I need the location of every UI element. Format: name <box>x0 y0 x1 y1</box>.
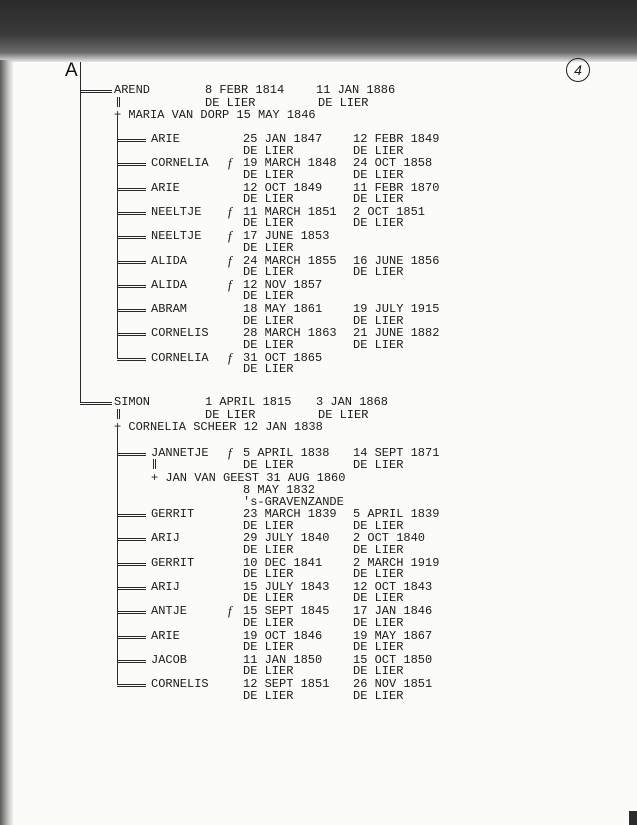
child-death: 24 OCT 1858 <box>353 156 433 171</box>
child-death-place: DE LIER <box>353 688 404 703</box>
child-birth: 5 APRIL 1838 <box>243 446 330 460</box>
child-death: 17 JAN 1846 <box>353 604 433 619</box>
child-branch-connector <box>117 212 146 215</box>
child-death: 14 SEPT 1871 <box>353 446 440 460</box>
child-birth-place: DE LIER <box>243 216 294 231</box>
child-name: ALIDA <box>151 277 188 292</box>
family-branch-connector <box>80 90 112 93</box>
female-marker: f <box>228 228 232 244</box>
child-birth: 17 JUNE 1853 <box>243 229 330 244</box>
child-name: GERRIT <box>151 555 195 570</box>
child-branch-connector <box>117 611 146 614</box>
parent-birth: 1 APRIL 1815 <box>205 395 292 409</box>
child-branch-connector <box>117 261 146 264</box>
female-marker: f <box>228 155 232 171</box>
child-name: ARIE <box>151 180 180 195</box>
child-death: 2 MARCH 1919 <box>353 555 440 570</box>
child-birth-place: DE LIER <box>243 240 294 255</box>
child-branch-connector <box>117 163 146 166</box>
child-birth-place: DE LIER <box>243 688 294 703</box>
child-branch-connector <box>117 684 146 687</box>
child-death-place: DE LIER <box>353 167 404 182</box>
child-birth: 10 DEC 1841 <box>243 555 323 570</box>
child-birth: 12 OCT 1849 <box>243 180 323 195</box>
child-birth-place: DE LIER <box>243 640 294 654</box>
parent-birth-place: DE LIER <box>205 96 256 110</box>
child-birth-place: DE LIER <box>243 664 294 679</box>
child-name: ANTJE <box>151 604 188 619</box>
child-birth-place: DE LIER <box>243 567 294 582</box>
spouse-marker-line <box>117 97 120 107</box>
child-death: 2 OCT 1851 <box>353 204 426 219</box>
child-branch-connector <box>117 563 146 566</box>
child-birth-place: DE LIER <box>243 289 294 304</box>
child-birth-place: DE LIER <box>243 591 294 606</box>
parent-birth-place: DE LIER <box>205 408 256 422</box>
page-number: 4 <box>566 58 590 82</box>
child-name: ARIJ <box>151 531 180 546</box>
child-name: CORNELIS <box>151 326 209 341</box>
child-spouse-marker-line <box>153 459 156 469</box>
child-death-place: DE LIER <box>353 265 404 279</box>
child-death-place: DE LIER <box>353 216 404 231</box>
child-branch-connector <box>117 636 146 639</box>
child-death: 19 JULY 1915 <box>353 302 440 317</box>
child-death: 5 APRIL 1839 <box>353 507 440 521</box>
child-birth: 15 JULY 1843 <box>243 579 330 594</box>
parent-name: AREND <box>114 83 151 97</box>
child-death-place: DE LIER <box>353 192 404 207</box>
child-birth: 23 MARCH 1839 <box>243 507 337 521</box>
child-spouse-line: + JAN VAN GEEST 31 AUG 1860 <box>151 471 346 485</box>
child-birth: 18 MAY 1861 <box>243 302 323 317</box>
child-name: ABRAM <box>151 302 188 317</box>
child-name: ALIDA <box>151 253 188 268</box>
female-marker: f <box>228 445 232 460</box>
page-letter: A <box>65 60 78 81</box>
child-branch-connector <box>117 333 146 336</box>
female-marker: f <box>228 349 232 365</box>
child-birth: 11 MARCH 1851 <box>243 204 337 219</box>
child-branch-connector <box>117 188 146 191</box>
family-branch-connector <box>80 402 112 405</box>
child-death: 26 NOV 1851 <box>353 677 433 692</box>
child-birth-place: DE LIER <box>243 143 294 158</box>
child-spouse-birth-place: 's-GRAVENZANDE <box>243 495 344 509</box>
child-birth-place: DE LIER <box>243 192 294 207</box>
child-name: ARIE <box>151 628 180 643</box>
child-name: CORNELIA <box>151 156 209 171</box>
scan-mark-corner <box>629 811 637 825</box>
child-branch-connector <box>117 453 146 456</box>
child-death: 16 JUNE 1856 <box>353 253 440 268</box>
child-birth: 29 JULY 1840 <box>243 531 330 546</box>
child-birth-place: DE LIER <box>243 457 294 472</box>
child-death-place: DE LIER <box>353 664 404 679</box>
child-name: ARIE <box>151 132 180 146</box>
child-death-place: DE LIER <box>353 313 404 328</box>
child-birth: 15 SEPT 1845 <box>243 604 330 619</box>
parent-birth: 8 FEBR 1814 <box>205 83 285 97</box>
child-death: 21 JUNE 1882 <box>353 326 440 341</box>
child-death: 12 OCT 1843 <box>353 579 433 594</box>
child-birth: 31 OCT 1865 <box>243 350 323 365</box>
child-death: 15 OCT 1850 <box>353 652 433 667</box>
child-death-place: DE LIER <box>353 591 404 606</box>
parent-name: SIMON <box>114 395 151 409</box>
child-branch-connector <box>117 587 146 590</box>
child-death-place: DE LIER <box>353 143 404 158</box>
child-birth: 19 OCT 1846 <box>243 628 323 643</box>
child-branch-connector <box>117 139 146 142</box>
child-branch-connector <box>117 358 146 361</box>
child-name: JANNETJE <box>151 446 209 460</box>
child-birth-place: DE LIER <box>243 313 294 328</box>
child-birth: 25 JAN 1847 <box>243 132 323 146</box>
child-birth-place: DE LIER <box>243 615 294 630</box>
child-name: NEELTJE <box>151 229 202 244</box>
root-connector-line <box>80 62 81 402</box>
child-birth: 12 SEPT 1851 <box>243 677 330 692</box>
child-birth: 24 MARCH 1855 <box>243 253 337 268</box>
child-birth: 19 MARCH 1848 <box>243 156 337 171</box>
female-marker: f <box>228 603 232 619</box>
child-branch-connector <box>117 236 146 239</box>
child-death: 12 FEBR 1849 <box>353 132 440 146</box>
parent-death-place: DE LIER <box>318 96 369 110</box>
child-name: GERRIT <box>151 507 195 521</box>
child-birth-place: DE LIER <box>243 167 294 182</box>
child-branch-connector <box>117 660 146 663</box>
parent-death: 11 JAN 1886 <box>316 83 396 97</box>
female-marker: f <box>228 203 232 219</box>
child-death-place: DE LIER <box>353 518 404 533</box>
child-name: NEELTJE <box>151 204 202 219</box>
child-death: 11 FEBR 1870 <box>353 180 440 195</box>
child-death-place: DE LIER <box>353 615 404 630</box>
spouse-line: + CORNELIA SCHEER 12 JAN 1838 <box>114 420 323 434</box>
child-name: ARIJ <box>151 579 180 594</box>
parent-death: 3 JAN 1868 <box>316 395 389 409</box>
child-branch-connector <box>117 538 146 541</box>
children-connector-line <box>117 428 118 684</box>
child-birth-place: DE LIER <box>243 265 294 279</box>
child-death-place: DE LIER <box>353 542 404 557</box>
child-name: CORNELIA <box>151 350 209 365</box>
child-birth: 28 MARCH 1863 <box>243 326 337 341</box>
spouse-marker-line <box>117 409 120 419</box>
child-death-place: DE LIER <box>353 567 404 582</box>
scan-shadow-left <box>0 60 14 825</box>
child-birth-place: DE LIER <box>243 518 294 533</box>
child-birth-place: DE LIER <box>243 362 294 377</box>
female-marker: f <box>228 252 232 268</box>
child-death-place: DE LIER <box>353 457 404 472</box>
child-birth-place: DE LIER <box>243 542 294 557</box>
child-name: JACOB <box>151 652 188 667</box>
child-death-place: DE LIER <box>353 337 404 352</box>
child-branch-connector <box>117 309 146 312</box>
child-branch-connector <box>117 514 146 517</box>
child-birth: 11 JAN 1850 <box>243 652 323 667</box>
child-death: 19 MAY 1867 <box>353 628 433 643</box>
parent-death-place: DE LIER <box>318 408 369 422</box>
child-death: 2 OCT 1840 <box>353 531 426 546</box>
scan-dark-border-top <box>0 0 637 62</box>
child-name: CORNELIS <box>151 677 209 692</box>
child-death-place: DE LIER <box>353 640 404 654</box>
children-connector-line <box>117 116 118 358</box>
child-birth: 12 NOV 1857 <box>243 277 323 292</box>
child-birth-place: DE LIER <box>243 337 294 352</box>
child-spouse-birth: 8 MAY 1832 <box>243 483 316 497</box>
female-marker: f <box>228 276 232 292</box>
child-branch-connector <box>117 285 146 288</box>
spouse-line: + MARIA VAN DORP 15 MAY 1846 <box>114 108 316 122</box>
